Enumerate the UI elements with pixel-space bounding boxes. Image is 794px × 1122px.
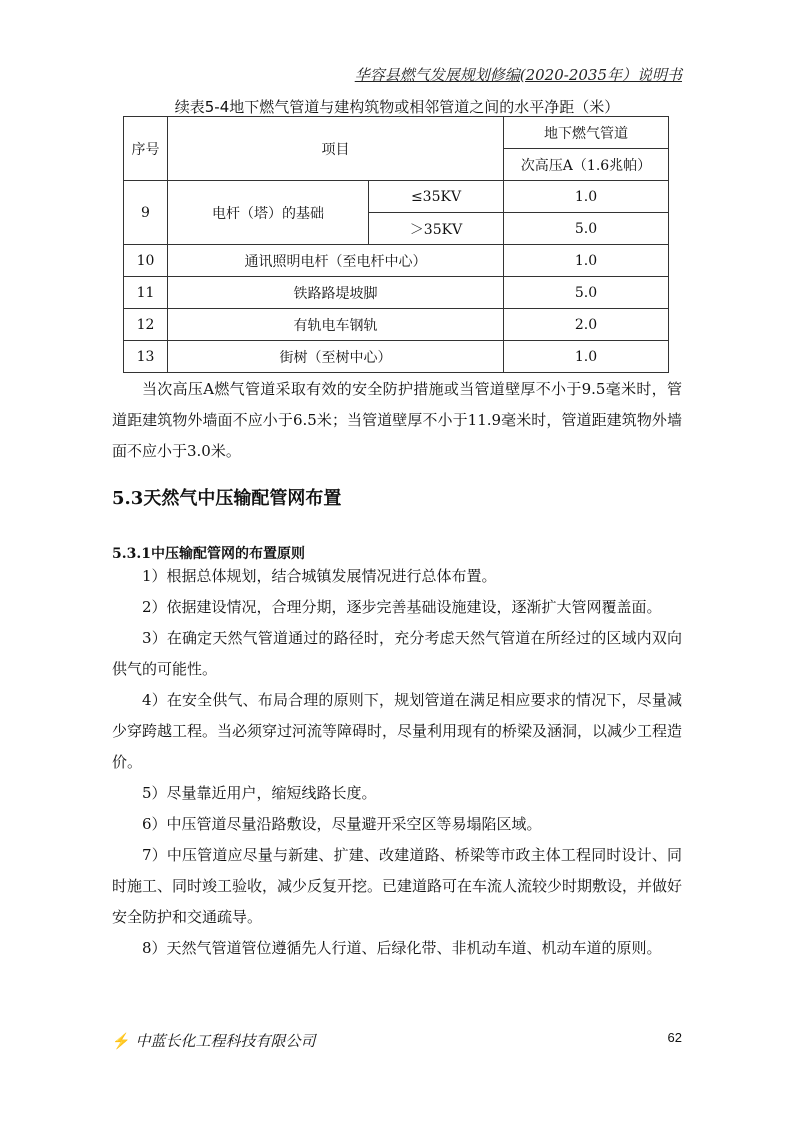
distance-table bbox=[123, 116, 669, 373]
cell-sub: ＞35KV bbox=[369, 213, 504, 245]
header-item: 项目 bbox=[168, 117, 504, 181]
cell-item: 有轨电车钢轨 bbox=[168, 309, 504, 341]
cell-no: 12 bbox=[124, 309, 168, 341]
cell-value: 1.0 bbox=[504, 245, 669, 277]
list-item: 5）尽量靠近用户，缩短线路长度。 bbox=[142, 784, 377, 802]
subsection-heading: 5.3.1中压输配管网的布置原则 bbox=[112, 546, 305, 562]
cell-no: 9 bbox=[124, 181, 168, 245]
list-item: 3）在确定天然气管道通过的路径时，充分考虑天然气管道在所经过的区域内双向供气的可能性。 bbox=[112, 629, 682, 678]
list-item: 8）天然气管道管位遵循先人行道、后绿化带、非机动车道、机动车道的原则。 bbox=[142, 939, 662, 957]
cell-value: 1.0 bbox=[504, 341, 669, 373]
cell-no: 10 bbox=[124, 245, 168, 277]
list-item: 7）中压管道应尽量与新建、扩建、改建道路、桥梁等市政主体工程同时设计、同时施工、同时竣工验收，减少反复开挖。已建道路可在车流人流较少时期敷设，并做好安全防护和交通疏导。 bbox=[112, 846, 683, 926]
company-logo-icon: ⚡ bbox=[112, 1032, 131, 1050]
cell-value: 2.0 bbox=[504, 309, 669, 341]
page-number: 62 bbox=[667, 1030, 682, 1045]
cell-no: 11 bbox=[124, 277, 168, 309]
list-item: 4）在安全供气、布局合理的原则下，规划管道在满足相应要求的情况下，尽量减少穿跨越工程。当必须穿过河流等障碍时，尽量利用现有的桥梁及涵洞，以减少工程造价。 bbox=[112, 691, 683, 771]
cell-item: 街树（至树中心） bbox=[168, 341, 504, 373]
header-pressure: 次高压A（1.6兆帕） bbox=[504, 149, 669, 181]
header-no: 序号 bbox=[124, 117, 168, 181]
cell-no: 13 bbox=[124, 341, 168, 373]
cell-value: 1.0 bbox=[504, 181, 669, 213]
principles-list bbox=[112, 561, 682, 964]
list-item: 6）中压管道尽量沿路敷设，尽量避开采空区等易塌陷区域。 bbox=[142, 815, 542, 833]
company-name: 中蓝长化工程科技有限公司 bbox=[135, 1032, 316, 1050]
table-row bbox=[124, 245, 669, 277]
table-row bbox=[124, 341, 669, 373]
list-item: 1）根据总体规划，结合城镇发展情况进行总体布置。 bbox=[142, 567, 497, 585]
header-pipe: 地下燃气管道 bbox=[504, 117, 669, 149]
footer-company bbox=[112, 1030, 315, 1051]
cell-value: 5.0 bbox=[504, 213, 669, 245]
section-heading: 5.3天然气中压输配管网布置 bbox=[112, 488, 342, 509]
table-caption: 续表5-4地下燃气管道与建构筑物或相邻管道之间的水平净距（米） bbox=[174, 98, 620, 116]
running-header: 华容县燃气发展规划修编(2020-2035年）说明书 bbox=[354, 66, 682, 84]
cell-item: 铁路路堤坡脚 bbox=[168, 277, 504, 309]
cell-value: 5.0 bbox=[504, 277, 669, 309]
table-row bbox=[124, 309, 669, 341]
list-item: 2）依据建设情况，合理分期，逐步完善基础设施建设，逐渐扩大管网覆盖面。 bbox=[142, 598, 662, 616]
cell-item: 电杆（塔）的基础 bbox=[168, 181, 369, 245]
note-paragraph: 当次高压A燃气管道采取有效的安全防护措施或当管道壁厚不小于9.5毫米时，管道距建筑物外墙面不应小于6.5米；当管道壁厚不小于11.9毫米时，管道距建筑物外墙面不应小于3.0米。 bbox=[112, 380, 682, 460]
table-row bbox=[124, 277, 669, 309]
cell-item: 通讯照明电杆（至电杆中心） bbox=[168, 245, 504, 277]
cell-sub: ≤35KV bbox=[369, 181, 504, 213]
